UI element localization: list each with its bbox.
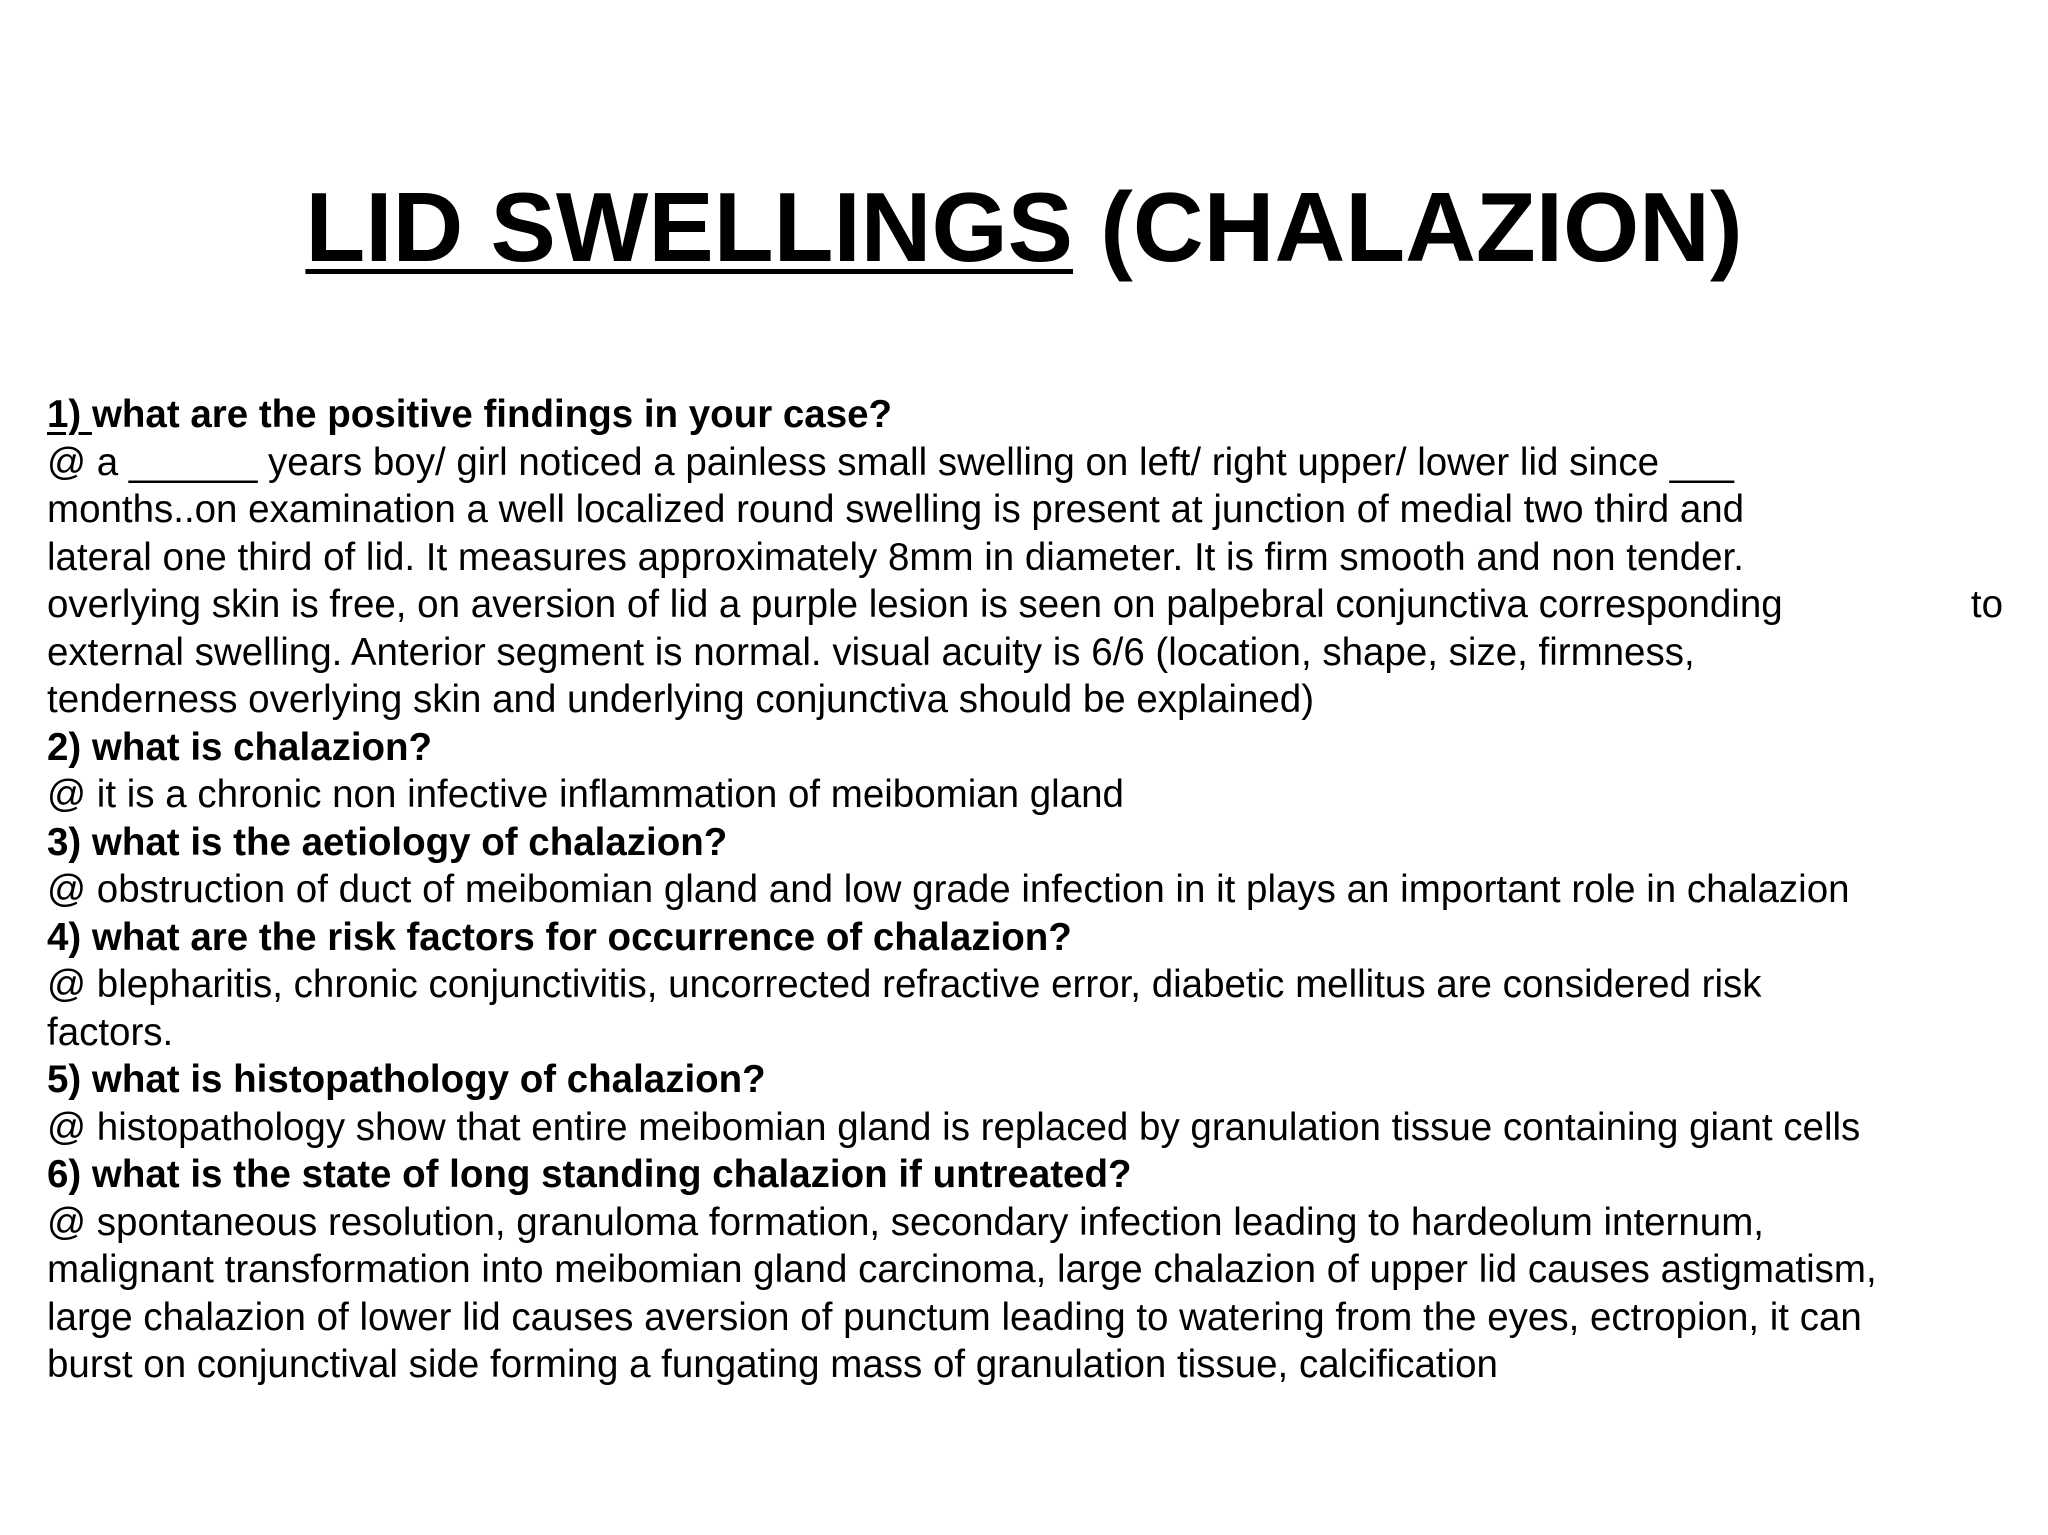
question-3: 3) what is the aetiology of chalazion?: [47, 820, 728, 864]
answer-1-line-justified: [47, 581, 2003, 629]
question-5: 5) what is histopathology of chalazion?: [47, 1058, 766, 1101]
answer-1-line: @ a ______ years boy/ girl noticed a painless small swelling on left/ right upper/ lower lid since ___: [47, 440, 1734, 484]
answer-4-line: factors.: [47, 1010, 174, 1054]
answer-1-line: months..on examination a well localized round swelling is present at junction of medial two third and: [47, 488, 1745, 531]
page-title-underlined: LID SWELLINGS: [305, 172, 1074, 282]
answer-1-line-text: overlying skin is free, on aversion of lid a purple lesion is seen on palpebral conjunctiva corresponding: [47, 583, 1783, 626]
question-1: [47, 391, 2022, 439]
answer-5: @ histopathology show that entire meibomian gland is replaced by granulation tissue containing giant cells: [47, 1105, 1861, 1149]
answer-1-line: tenderness overlying skin and underlying conjunctiva should be explained): [47, 678, 1315, 721]
answer-6-line: large chalazion of lower lid causes aversion of punctum leading to watering from the eyes, ectropion, it can: [47, 1295, 1862, 1339]
question-2: 2) what is chalazion?: [47, 725, 433, 769]
answer-6-line: @ spontaneous resolution, granuloma formation, secondary infection leading to hardeolum internum,: [47, 1200, 1764, 1244]
answer-1-line: lateral one third of lid. It measures approximately 8mm in diameter. It is firm smooth and non tender.: [47, 535, 1744, 579]
qa-content: [47, 391, 2022, 1389]
answer-6-line: burst on conjunctival side forming a fungating mass of granulation tissue, calcification: [47, 1343, 1498, 1386]
question-1-number: 1): [47, 393, 92, 436]
answer-3: @ obstruction of duct of meibomian gland and low grade infection in it plays an important role in chalazion: [47, 868, 1850, 911]
question-6: 6) what is the state of long standing chalazion if untreated?: [47, 1153, 1132, 1196]
question-4: 4) what are the risk factors for occurrence of chalazion?: [47, 915, 1072, 959]
answer-4-line: @ blepharitis, chronic conjunctivitis, uncorrected refractive error, diabetic mellitus are considered risk: [47, 963, 1762, 1006]
answer-6-line: malignant transformation into meibomian gland carcinoma, large chalazion of upper lid causes astigmatism,: [47, 1248, 1877, 1291]
answer-1-line-tail: to: [1970, 583, 2003, 626]
page-title: [0, 172, 2048, 282]
page-title-rest: (CHALAZION): [1073, 172, 1743, 282]
answer-2: @ it is a chronic non infective inflammation of meibomian gland: [47, 773, 1124, 816]
question-1-text: what are the positive findings in your case?: [91, 393, 893, 436]
answer-1-line: external swelling. Anterior segment is normal. visual acuity is 6/6 (location, shape, size, firmness,: [47, 630, 1695, 674]
